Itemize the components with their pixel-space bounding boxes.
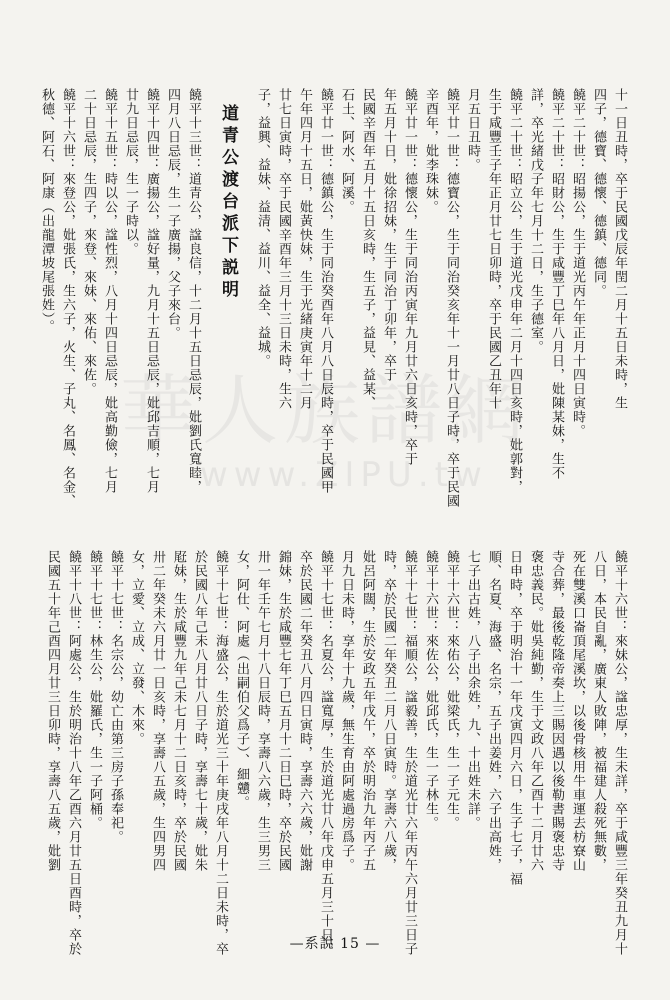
text-column: 年五月十日，妣徐招妹，生于同治丁卯年，卒于: [381, 88, 396, 382]
text-column: 廿七日寅時，卒于民國辛酉年三月十三日未時，生六: [276, 88, 291, 410]
text-column: 卒於民國二年癸丑八月四日寅時，享壽六六歲，妣謝: [297, 550, 312, 872]
text-column: 民國辛酉年五月十五日亥時，生五子，益見、益某、: [360, 88, 375, 410]
text-column: 石土、阿水、阿溪。: [339, 88, 354, 214]
text-column: 妣呂阿闊，生於安政五年戊午，卒於明治九年丙子五: [360, 550, 375, 872]
text-column: 生于咸豐壬子年正月廿七日卯時，卒于民國乙丑年十: [486, 88, 501, 410]
text-column: 順、名夏、海盛、名宗，五子出姜姓，六子出高姓，: [486, 550, 501, 872]
text-column: 七子出古姓，八子出余姓，九、十出姓未詳。: [465, 550, 480, 830]
watermark: 華人族譜網: [120, 366, 530, 455]
text-column: 饒平二十世：昭財公，生于咸豐丁巳年八月日，妣陳某妹，生不: [549, 88, 564, 480]
text-column: 饒平十六世：來佐公，妣邱氏，生一子林生。: [423, 550, 438, 830]
text-column: 饒平廿一世：德寶公，生于同治癸亥年十一月廿八日子時，卒于民國: [444, 88, 459, 508]
text-column: 女，立愛、立成、立發、木來。: [129, 550, 144, 746]
text-column: 女，阿仕、阿處（出嗣伯父爲子）、細戇。: [234, 550, 249, 810]
text-column: 饒平十七世：名宗公，幼亡由第三房子孫奉祀。: [108, 550, 123, 844]
text-column: 二十日忌辰，生四子，來登、來妹、來佑、來佐。: [81, 88, 96, 396]
text-column: 饒平十六世：來妹公，諡忠厚，生未詳，卒于咸豐三年癸丑九月十: [612, 550, 627, 956]
text-column: 月九日未時，享年十九歲，無生育由阿處過房爲子。: [339, 550, 354, 872]
text-column: 饒平十五世：時以公，諡性烈，八月十四日忌辰，妣高勤儉，七月: [102, 88, 117, 494]
text-column: 民國五十年己酉四月廿三日卯時，享壽八五歲，妣劉: [45, 550, 60, 872]
text-column: 卅一年壬午七月十八日辰時，享壽八六歲，生三男三: [255, 550, 270, 872]
text-column: 饒平十七世：林生公，妣羅氏，生一子阿桶。: [87, 550, 102, 830]
page-number: —系說 15 —: [289, 936, 381, 952]
text-column: 饒平十七世：海盛公，生於道光三十年庚戌年八月十二日未時，卒: [213, 550, 228, 956]
text-column: 饒平十七世：名夏公，諡寬厚，生於道光廿八年戊申五月三十日，: [318, 550, 333, 956]
text-column: 死在雙溪口崙頂尾溪坎，以後骨核用牛車運去枋寮山: [570, 550, 585, 872]
text-column: 饒平二十世：昭立公，生于道光戊申年二月十四日亥時，妣郭對，: [507, 88, 522, 494]
text-column: 時，卒於民國二年癸丑二月八日寅時。享壽六八歲，: [381, 550, 396, 872]
text-column: 饒平十八世：阿處公，生於明治十八年乙酉六月廿五日酉時，卒於: [66, 550, 81, 956]
text-column: 四月八日忌辰，生一子廣揚，父子來台。: [165, 88, 180, 340]
text-column: 寺合葬，最後乾隆帝奏上三賜因遇以後勒書賜褒忠寺: [549, 550, 564, 872]
watermark-url: www.ZIPU.tw: [200, 455, 488, 495]
text-column: 秋德、阿石、阿康（出龍潭坡尾張姓）。: [39, 88, 54, 334]
text-column: 十一日丑時，卒于民國戊辰年閏二月十五日未時，生: [612, 88, 627, 410]
text-column: 辛酉年，妣李珠妹。: [423, 88, 438, 214]
text-column: 於民國八年己未八月廿八日子時，享壽七十歲，妣朱: [192, 550, 207, 872]
text-column: 饒平十三世：道青公，諡良信，十二月十五日忌辰，妣劉氏寬睦，: [186, 88, 201, 494]
text-column: 日申時，卒于明治十一年戊寅四月六日，生子七子，福: [507, 550, 522, 886]
text-column: 饒平十六世：來登公，妣張氏，生六子，火生、子丸、名鳳、名金、: [60, 88, 75, 508]
text-column: 月五日丑時。: [465, 88, 480, 172]
text-column: 褒忠義民。妣吳純勤，生于文政八年乙酉十二月廿六: [528, 550, 543, 872]
text-column: 屘妹，生於咸豐九年己未七月十二日亥時，卒於民國: [171, 550, 186, 872]
text-column: 午年四月十五日，妣黃快妹，生于光緒庚寅年十二月: [297, 88, 312, 410]
text-column: 饒平十四世：廣揚公，諡好量，九月十五日忌辰，妣邱吉順，七月: [144, 88, 159, 494]
text-column: 卅二年癸未六月廿一日亥時，享壽八五歲，生四男四: [150, 550, 165, 872]
text-column: 饒平十七世：福順公，諡毅善，生於道光廿六年丙午六月廿三日子: [402, 550, 417, 956]
text-column: 子，益興、益妹、益清、益川、益全、益城。: [255, 88, 270, 368]
text-column: 詳，卒光緒戊子年七月十二日，生子德室。: [528, 88, 543, 354]
section-heading: 道青公渡台派下説明: [218, 104, 238, 302]
text-column: 錦妹，生於咸豐七年丁巳五月十二日巳時，卒於民國: [276, 550, 291, 872]
text-column: 饒平二十世：昭揚公，生于道光丙午年正月十四日寅時。: [570, 88, 585, 438]
text-column: 廿九日忌辰，生一子時以。: [123, 88, 138, 256]
text-column: 饒平廿一世：德懷公，生于同治丙寅年九月廿六日亥時，卒于: [402, 88, 417, 466]
text-column: 饒平十六世：來佑公，妣梁氏，生一子元生。: [444, 550, 459, 830]
text-column: 八日，本民自亂，廣東人敗陣，被福建人殺死無數，: [591, 550, 606, 872]
text-column: 饒平廿一世：德鎮公，生于同治癸酉年八月八日辰時，卒于民國甲: [318, 88, 333, 494]
text-column: 四子，德寶、德懷、德鎮、德同。: [591, 88, 606, 298]
genealogy-top-block: [36, 88, 630, 508]
